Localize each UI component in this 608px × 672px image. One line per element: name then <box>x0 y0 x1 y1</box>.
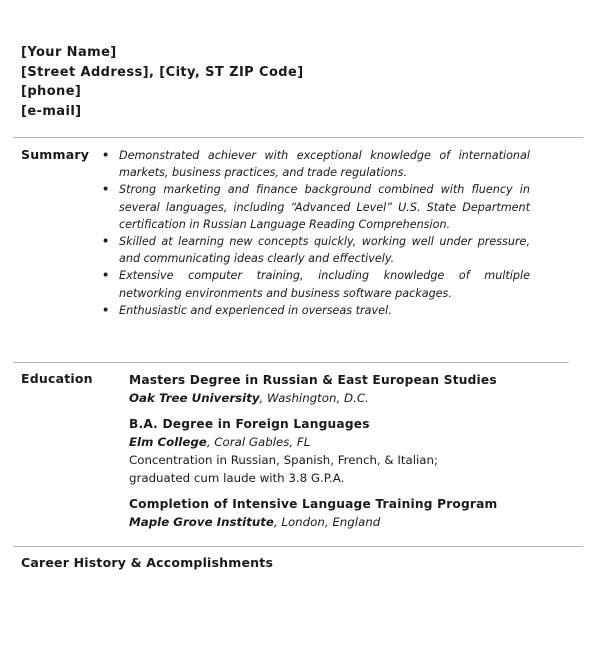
email-placeholder: [e-mail] <box>21 103 82 119</box>
bullet-icon: • <box>102 183 110 197</box>
header-divider <box>13 137 583 138</box>
degree-note: Concentration in Russian, Spanish, French, & Italian; <box>129 453 438 467</box>
education-entry <box>129 371 569 407</box>
summary-heading: Summary <box>21 147 90 162</box>
bullet-icon: • <box>102 269 110 283</box>
school-name: Maple Grove Institute <box>129 515 274 529</box>
school-location: , Coral Gables, FL <box>206 435 311 449</box>
list-item <box>102 233 530 267</box>
education-divider <box>13 546 583 547</box>
phone-placeholder: [phone] <box>21 84 82 99</box>
education-entry <box>129 495 569 531</box>
bullet-icon: • <box>102 149 110 162</box>
school-location: , Washington, D.C. <box>259 391 369 405</box>
degree-title: B.A. Degree in Foreign Languages <box>129 417 370 431</box>
summary-item-text: Demonstrated achiever with exceptional knowledge of international markets, business practices, and trade regulations. <box>119 149 530 180</box>
list-item <box>102 267 530 301</box>
list-item <box>102 302 530 319</box>
list-item <box>102 181 530 233</box>
education-heading: Education <box>21 371 93 386</box>
summary-divider <box>13 362 569 363</box>
school-line <box>129 433 569 451</box>
school-line <box>129 389 569 407</box>
summary-item-text: Extensive computer training, including knowledge of multiple networking environments and business software packages. <box>119 269 530 300</box>
school-line <box>129 513 569 531</box>
name-placeholder: [Your Name] <box>21 45 117 60</box>
career-heading: Career History & Accomplishments <box>21 555 274 570</box>
school-name: Elm College <box>129 435 207 449</box>
degree-title: Masters Degree in Russian & East European Studies <box>129 373 497 387</box>
summary-item-text: Strong marketing and finance background combined with fluency in several languages, including “Advanced Level” U.S. State Department certification in Russian Language Reading Comprehension. <box>119 183 530 231</box>
summary-item-text: Enthusiastic and experienced in overseas travel. <box>119 303 392 317</box>
summary-item-text: Skilled at learning new concepts quickly, working well under pressure, and communicating ideas clearly and effectively. <box>119 235 530 266</box>
summary-list <box>102 147 530 319</box>
bullet-icon: • <box>102 303 110 317</box>
bullet-icon: • <box>102 235 110 249</box>
degree-title: Completion of Intensive Language Training Program <box>129 497 498 511</box>
school-name: Oak Tree University <box>129 391 260 405</box>
school-location: , London, England <box>273 515 381 529</box>
contact-header <box>21 43 304 121</box>
list-item <box>102 147 530 181</box>
education-list <box>129 371 569 531</box>
education-entry <box>129 415 569 487</box>
address-placeholder: [Street Address], [City, ST ZIP Code] <box>21 64 304 80</box>
degree-note: graduated cum laude with 3.8 G.P.A. <box>129 471 345 485</box>
